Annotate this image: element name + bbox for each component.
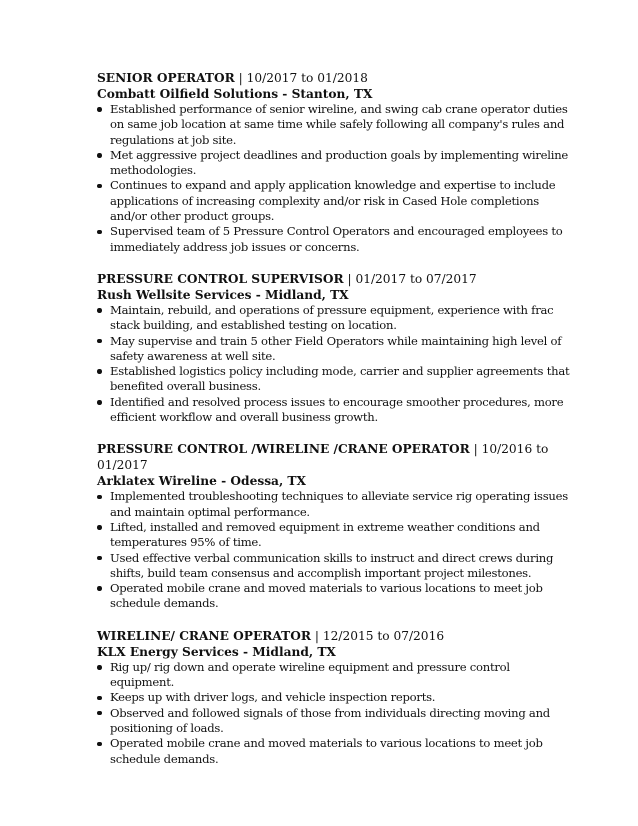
bullet-text: Supervised team of 5 Pressure Control Operators and encouraged employees to immediately address job issues or concerns. [110, 224, 563, 254]
job-header [97, 271, 574, 287]
bullet-icon [97, 696, 102, 701]
bullet-text: Rig up/ rig down and operate wireline equipment and pressure control equipment. [110, 659, 510, 690]
list-item [97, 395, 574, 426]
job-title: WIRELINE/ CRANE OPERATOR [97, 628, 311, 643]
company-location: Combatt Oilfield Solutions - Stanton, TX [97, 87, 373, 101]
bullet-icon [97, 230, 102, 235]
job-title: PRESSURE CONTROL /WIRELINE /CRANE OPERATOR [97, 442, 470, 457]
bullet-text: Established performance of senior wireline, and swing cab crane operator duties on same job location at same time while safely following all company's rules and regulations at job site. [110, 102, 568, 147]
job-entry-wireline-crane-operator [97, 628, 574, 767]
company-location: Arklatex Wireline - Odessa, TX [97, 474, 306, 489]
company-location: Rush Wellsite Services - Midland, TX [97, 287, 349, 302]
bullet-icon [97, 586, 102, 591]
job-header [97, 628, 574, 644]
bullet-text: Operated mobile crane and moved materials to various locations to meet job schedule demands. [110, 736, 543, 766]
bullet-list [97, 489, 574, 611]
list-item [97, 102, 574, 148]
bullet-icon [97, 107, 102, 112]
bullet-text: Operated mobile crane and moved materials to various locations to meet job schedule demands. [110, 581, 543, 611]
bullet-icon [97, 742, 102, 747]
bullet-list [97, 102, 574, 255]
bullet-text: Established logistics policy including mode, carrier and supplier agreements that benefited overall business. [110, 364, 570, 394]
job-entry-pressure-control-supervisor [97, 271, 574, 425]
list-item [97, 364, 574, 395]
list-item [97, 736, 574, 767]
list-item [97, 660, 574, 691]
job-dates: 10/2016 to 01/2017 [97, 442, 549, 473]
job-separator: | [469, 442, 482, 457]
list-item [97, 520, 574, 551]
job-dates: 01/2017 to 07/2017 [355, 271, 477, 286]
list-item [97, 334, 574, 365]
bullet-icon [97, 184, 102, 189]
bullet-text: Met aggressive project deadlines and production goals by implementing wireline methodologies. [110, 147, 569, 178]
bullet-text: Observed and followed signals of those from individuals directing moving and positioning of loads. [110, 705, 550, 735]
bullet-text: Used effective verbal communication skills to instruct and direct crews during shifts, build team consensus and accomplish important project milestones. [110, 550, 554, 580]
job-separator: | [310, 628, 323, 643]
bullet-text: Maintain, rebuild, and operations of pressure equipment, experience with frac stack building, and established testing on location. [110, 302, 554, 333]
bullet-text: Identified and resolved process issues to encourage smoother procedures, more efficient workflow and overall business growth. [110, 394, 564, 425]
bullet-text: Lifted, installed and removed equipment in extreme weather conditions and temperatures 95% of time. [110, 519, 540, 550]
bullet-text: Keeps up with driver logs, and vehicle inspection reports. [110, 690, 436, 705]
bullet-text: Continues to expand and apply application knowledge and expertise to include applications of increasing complexity and/or risk in Cased Hole completions and/or other product groups. [110, 178, 556, 224]
list-item [97, 551, 574, 582]
bullet-text: May supervise and train 5 other Field Operators while maintaining high level of safety awareness at well site. [110, 333, 562, 363]
bullet-icon [97, 525, 102, 530]
bullet-icon [97, 153, 102, 158]
list-item [97, 148, 574, 179]
bullet-icon [97, 400, 102, 405]
bullet-text: Implemented troubleshooting techniques to alleviate service rig operating issues and maintain optimal performance. [110, 489, 568, 519]
bullet-icon [97, 711, 102, 716]
list-item [97, 706, 574, 737]
job-header [97, 70, 574, 86]
list-item [97, 303, 574, 334]
job-entry-senior-operator [97, 70, 574, 255]
job-dates: 10/2017 to 01/2018 [246, 71, 368, 85]
job-dates: 12/2015 to 07/2016 [322, 628, 445, 643]
bullet-list [97, 660, 574, 767]
list-item [97, 178, 574, 224]
bullet-icon [97, 665, 102, 670]
job-title: SENIOR OPERATOR [97, 71, 235, 85]
job-title: PRESSURE CONTROL SUPERVISOR [97, 271, 344, 286]
bullet-icon [97, 308, 102, 313]
bullet-icon [97, 369, 102, 374]
bullet-list [97, 303, 574, 425]
job-entry-pressure-control-wireline-crane-operator [97, 441, 574, 611]
list-item [97, 224, 574, 255]
bullet-icon [97, 495, 102, 500]
job-separator: | [234, 71, 247, 85]
bullet-icon [97, 339, 102, 344]
job-header [97, 441, 574, 473]
list-item [97, 581, 574, 612]
list-item [97, 489, 574, 520]
list-item [97, 690, 574, 705]
job-separator: | [343, 271, 356, 286]
company-location: KLX Energy Services - Midland, TX [97, 644, 336, 659]
bullet-icon [97, 556, 102, 561]
